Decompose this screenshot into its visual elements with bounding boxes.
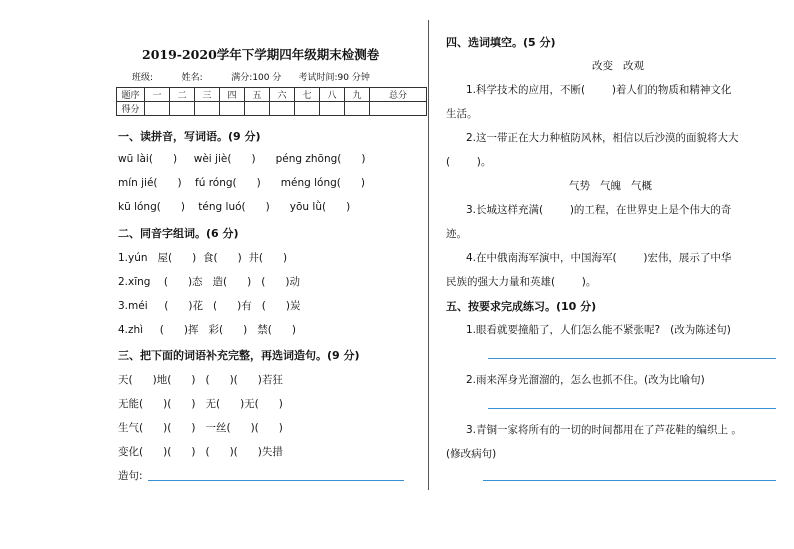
score-blank-cell[interactable] — [295, 102, 320, 116]
q4-2-line-a: 2.这一带正在大力种植防风林，相信以后沙漠的面貌将大大 — [466, 132, 739, 144]
q4-2-line-b: ( )。 — [446, 156, 492, 168]
score-blank-cell[interactable] — [245, 102, 270, 116]
idiom-line-4: 变化( )( ) ( )( )失措 — [118, 446, 283, 458]
word-choices-2: 气势 气魄 气概 — [569, 180, 653, 192]
score-cell: 五 — [245, 88, 270, 102]
pinyin-line-1: wū lài( ) wèi jiè( ) péng zhōng( ) — [118, 153, 366, 165]
idiom-line-3: 生气( )( ) 一丝( )( ) — [118, 422, 283, 434]
section-2-title: 二、同音字组词。(6 分) — [118, 227, 239, 240]
pinyin-line-2: mín jié( ) fú róng( ) méng lóng( ) — [118, 177, 365, 189]
section-4-title: 四、选词填空。(5 分) — [446, 36, 556, 49]
score-cell: 得分 — [117, 102, 145, 116]
section-5-title: 五、按要求完成练习。(10 分) — [446, 300, 597, 313]
student-info-line: 班级: 姓名: 满分:100 分 考试时间:90 分钟 — [132, 73, 370, 83]
q4-4-line-a: 4.在中俄南海军演中，中国海军( )宏伟，展示了中华 — [466, 252, 732, 264]
word-choices-1: 改变 改观 — [592, 60, 645, 72]
score-blank-cell[interactable] — [145, 102, 170, 116]
score-cell: 一 — [145, 88, 170, 102]
q5-3-line-b: (修改病句) — [446, 448, 497, 460]
homophone-line-4: 4.zhì ( )挥 彩( ) 禁( ) — [118, 324, 296, 336]
score-cell: 总分 — [370, 88, 427, 102]
q4-1-line-b: 生活。 — [446, 108, 478, 120]
exam-title: 2019-2020学年下学期四年级期末检测卷 — [142, 47, 380, 62]
q5-1-text: 1.眼看就要撞船了，人们怎么能不紧张呢? (改为陈述句) — [466, 324, 731, 336]
q4-1-line-a: 1.科学技术的应用，不断( )着人们的物质和精神文化 — [466, 84, 732, 96]
score-cell: 三 — [195, 88, 220, 102]
section-1-title: 一、读拼音，写词语。(9 分) — [118, 130, 261, 143]
score-table-score-row — [117, 102, 427, 116]
q5-2-text: 2.雨来浑身光溜溜的，怎么也抓不住。(改为比喻句) — [466, 374, 705, 386]
score-blank-cell[interactable] — [270, 102, 295, 116]
score-cell: 题序 — [117, 88, 145, 102]
q5-2-answer-line[interactable] — [488, 408, 776, 409]
q5-1-answer-line[interactable] — [488, 358, 776, 359]
idiom-line-1: 天( )地( ) ( )( )若狂 — [118, 374, 283, 386]
sentence-label: 造句: — [118, 470, 143, 482]
score-blank-cell[interactable] — [220, 102, 245, 116]
score-cell: 二 — [170, 88, 195, 102]
score-cell: 六 — [270, 88, 295, 102]
score-table — [116, 87, 427, 116]
sentence-answer-line[interactable] — [148, 480, 404, 481]
homophone-line-3: 3.méi ( )花 ( )有 ( )炭 — [118, 300, 301, 312]
q5-3-answer-line[interactable] — [483, 480, 776, 481]
section-3-title: 三、把下面的词语补充完整，再选词造句。(9 分) — [118, 349, 360, 362]
q4-3-line-a: 3.长城这样充满( )的工程，在世界史上是个伟大的奇 — [466, 204, 732, 216]
score-cell: 七 — [295, 88, 320, 102]
score-blank-cell[interactable] — [170, 102, 195, 116]
score-cell: 四 — [220, 88, 245, 102]
score-blank-cell[interactable] — [370, 102, 427, 116]
q4-3-line-b: 迹。 — [446, 228, 467, 240]
homophone-line-2: 2.xīng ( )态 造( ) ( )动 — [118, 276, 301, 288]
q4-4-line-b: 民族的强大力量和英雄( )。 — [446, 276, 597, 288]
score-blank-cell[interactable] — [195, 102, 220, 116]
column-divider — [428, 20, 429, 490]
score-blank-cell[interactable] — [320, 102, 345, 116]
homophone-line-1: 1.yún 屋( ) 食( ) 井( ) — [118, 252, 288, 264]
pinyin-line-3: kū lóng( ) téng luó( ) yōu lǜ( ) — [118, 201, 351, 213]
score-cell: 九 — [345, 88, 370, 102]
score-cell: 八 — [320, 88, 345, 102]
score-blank-cell[interactable] — [345, 102, 370, 116]
q5-3-line-a: 3.青铜一家将所有的一切的时间都用在了芦花鞋的编织上 。 — [466, 424, 742, 436]
score-table-header-row — [117, 88, 427, 102]
idiom-line-2: 无能( )( ) 无( )无( ) — [118, 398, 283, 410]
